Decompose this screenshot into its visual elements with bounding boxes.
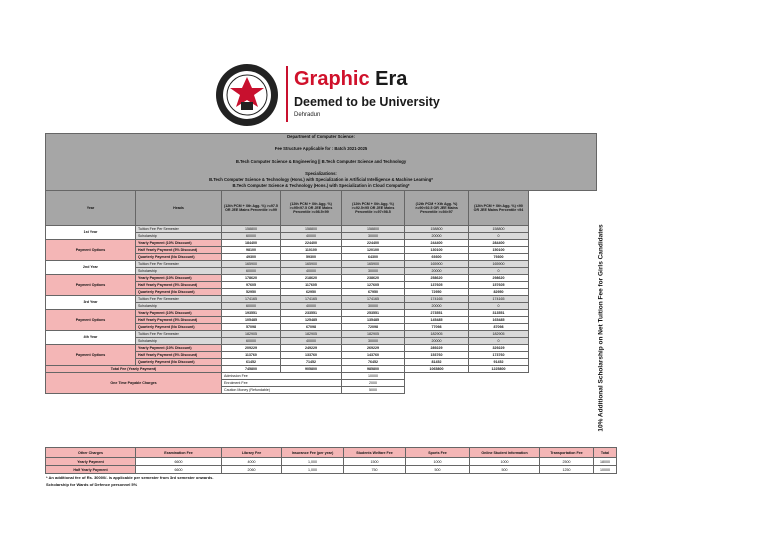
other-charges-cell: 1,000	[282, 466, 344, 474]
payment-cell: 72950	[405, 288, 469, 295]
logo-divider	[286, 66, 288, 122]
one-time-label: One Time Payable Charges	[46, 372, 222, 393]
payment-cell: 120100	[342, 246, 405, 253]
other-charges-cell: 750	[344, 466, 406, 474]
tuition-cell: 158800	[469, 225, 529, 232]
scholarship-cell: 60000	[222, 337, 281, 344]
other-charges-cell: 6600	[136, 466, 222, 474]
payment-cell: 77098	[405, 323, 469, 330]
payment-cell: 218620	[281, 274, 342, 281]
payment-cell: 153760	[405, 351, 469, 358]
fee-structure-table	[45, 133, 597, 394]
payment-cell: 143760	[342, 351, 405, 358]
row-head: Yearly Payment (10% Discount)	[136, 309, 222, 316]
payment-cell: 127605	[342, 281, 405, 288]
one-time-head: Admission Fee	[222, 372, 342, 379]
other-charges-header: Other Charges	[46, 448, 136, 458]
row-head: Scholarship	[136, 302, 222, 309]
col-heads: Heads	[136, 190, 222, 225]
row-head: Half Yearly Payment (5% Discount)	[136, 316, 222, 323]
row-head: Tuition Fee Per Semester	[136, 330, 222, 337]
tuition-cell: 182905	[281, 330, 342, 337]
payment-options-label: Payment Options	[46, 309, 136, 330]
payment-cell: 130100	[405, 246, 469, 253]
payment-options-label: Payment Options	[46, 344, 136, 365]
scholarship-cell: 30000	[342, 267, 405, 274]
tuition-cell: 165900	[405, 260, 469, 267]
year-label: 4th Year	[46, 330, 136, 344]
scholarship-cell: 30000	[342, 232, 405, 239]
total-cell: 1225800	[469, 365, 529, 372]
tuition-cell: 174165	[222, 295, 281, 302]
scholarship-cell: 0	[469, 302, 529, 309]
payment-cell: 137605	[405, 281, 469, 288]
scholarship-cell: 0	[469, 232, 529, 239]
other-charges-cell: 2500	[540, 458, 594, 466]
row-head: Quarterly Payment (No Discount)	[136, 323, 222, 330]
other-charges-header: Sports Fee	[406, 448, 470, 458]
scholarship-cell: 40000	[281, 337, 342, 344]
scholarship-cell: 20000	[405, 267, 469, 274]
payment-cell: 62950	[281, 288, 342, 295]
payment-cell: 289229	[405, 344, 469, 351]
one-time-value: 2000	[342, 379, 405, 386]
footnote: * An additional fee of Rs. 30000/- is applicable per semester from 3rd semester onwards.	[46, 475, 214, 480]
other-charges-cell: 1,000	[282, 458, 344, 466]
one-time-head: Enrolment Fee	[222, 379, 342, 386]
other-charges-header: Library Fee	[222, 448, 282, 458]
scholarship-cell: 40000	[281, 302, 342, 309]
one-time-value: 10000	[342, 372, 405, 379]
col-c3: (12th PCM + Xth Agg. %) >=92.5<95 OR JEE Mains Percentile >=97<98.5	[342, 190, 405, 225]
payment-cell: 224400	[281, 239, 342, 246]
total-label: Total Fee (Yearly Payment)	[46, 365, 222, 372]
payment-cell: 209229	[222, 344, 281, 351]
girls-scholarship-note: 10% Additional Scholarship on Net Tuition Fee for Girls Candidates	[596, 212, 606, 444]
tuition-cell: 182905	[342, 330, 405, 337]
scholarship-cell: 60000	[222, 302, 281, 309]
row-head: Yearly Payment (10% Discount)	[136, 274, 222, 281]
row-head: Tuition Fee Per Semester	[136, 225, 222, 232]
row-head: Tuition Fee Per Semester	[136, 260, 222, 267]
payment-cell: 298620	[469, 274, 529, 281]
tuition-cell: 182905	[469, 330, 529, 337]
scholarship-cell: 60000	[222, 267, 281, 274]
brand-name: Graphic Era	[294, 68, 408, 90]
payment-cell: 178620	[222, 274, 281, 281]
tuition-cell: 182905	[222, 330, 281, 337]
scholarship-cell: 20000	[405, 302, 469, 309]
col-c2: (12th PCM + Xth Agg. %) >=95<97.5 OR JEE Mains Percentile >=98.5<99	[281, 190, 342, 225]
one-time-head: Caution Money (Refundable)	[222, 386, 342, 393]
tuition-cell: 174165	[469, 295, 529, 302]
row-head: Yearly Payment (10% Discount)	[136, 239, 222, 246]
tuition-cell: 165900	[342, 260, 405, 267]
payment-cell: 238620	[342, 274, 405, 281]
payment-cell: 67950	[342, 288, 405, 295]
payment-cell: 113760	[222, 351, 281, 358]
scholarship-cell: 20000	[405, 337, 469, 344]
scholarship-cell: 60000	[222, 232, 281, 239]
payment-cell: 157605	[469, 281, 529, 288]
payment-cell: 184400	[222, 239, 281, 246]
row-head: Scholarship	[136, 232, 222, 239]
other-charges-header: Insurance Fee (per year)	[282, 448, 344, 458]
year-label: 2nd Year	[46, 260, 136, 274]
row-head: Half Yearly Payment (5% Discount)	[136, 351, 222, 358]
tuition-cell: 158800	[405, 225, 469, 232]
other-charges-label: Half Yearly Payment	[46, 466, 136, 474]
payment-cell: 87098	[469, 323, 529, 330]
scholarship-cell: 40000	[281, 267, 342, 274]
payment-cell: 269229	[342, 344, 405, 351]
total-cell: 905800	[281, 365, 342, 372]
row-head: Half Yearly Payment (5% Discount)	[136, 246, 222, 253]
payment-cell: 329229	[469, 344, 529, 351]
payment-cell: 82950	[469, 288, 529, 295]
payment-cell: 61452	[222, 358, 281, 365]
row-head: Yearly Payment (10% Discount)	[136, 344, 222, 351]
scholarship-cell: 30000	[342, 302, 405, 309]
payment-cell: 76452	[342, 358, 405, 365]
col-c5: (12th PCM + Xth Agg. %) <90 OR JEE Mains Percentile <94	[469, 190, 529, 225]
scholarship-cell: 30000	[342, 337, 405, 344]
payment-cell: 81452	[405, 358, 469, 365]
payment-cell: 57098	[222, 323, 281, 330]
other-charges-header: Transportation Fee	[540, 448, 594, 458]
fee-header-block: Department of Computer Science: Fee Structure Applicable for : Batch 2021-2025 B.Tech Computer Science & Engineering || B.Tech Computer Science and Technology Specializations: B.Tech Computer Science & Technology (Hons.) with Specialization in Artificial Intelligence & Machine Learning* B.Tech Computer Science & Technology (Hons.) with Specialization in Cloud Computing*	[46, 134, 597, 191]
payment-cell: 69300	[405, 253, 469, 260]
payment-cell: 313551	[469, 309, 529, 316]
university-logo	[214, 62, 464, 132]
payment-cell: 133760	[281, 351, 342, 358]
payment-cell: 67098	[281, 323, 342, 330]
col-c4: (12th PCM + Xth Agg. %) >=90<92.5 OR JEE Mains Percentile >=94<97	[405, 190, 469, 225]
tuition-cell: 182905	[405, 330, 469, 337]
payment-cell: 173760	[469, 351, 529, 358]
payment-options-label: Payment Options	[46, 239, 136, 260]
other-charges-header: Examination Fee	[136, 448, 222, 458]
other-charges-cell: 4000	[222, 458, 282, 466]
row-head: Quarterly Payment (No Discount)	[136, 253, 222, 260]
payment-cell: 79300	[469, 253, 529, 260]
col-c1: (12th PCM + Xth Agg. %) >=97.5 OR JEE Mains Percentile >=99	[222, 190, 281, 225]
year-label: 1st Year	[46, 225, 136, 239]
payment-cell: 273551	[405, 309, 469, 316]
payment-cell: 193551	[222, 309, 281, 316]
scholarship-cell: 0	[469, 267, 529, 274]
total-cell: 1065800	[405, 365, 469, 372]
col-year: Year	[46, 190, 136, 225]
payment-options-label: Payment Options	[46, 274, 136, 295]
payment-cell: 135485	[342, 316, 405, 323]
payment-cell: 97605	[222, 281, 281, 288]
other-charges-cell: 1000	[406, 458, 470, 466]
row-head: Tuition Fee Per Semester	[136, 295, 222, 302]
payment-cell: 59300	[281, 253, 342, 260]
row-head: Scholarship	[136, 337, 222, 344]
tuition-cell: 158800	[342, 225, 405, 232]
payment-cell: 244400	[405, 239, 469, 246]
other-charges-cell: 2060	[222, 466, 282, 474]
other-charges-cell: 500	[406, 466, 470, 474]
payment-cell: 117605	[281, 281, 342, 288]
footnote: Scholarship for Wards of Defence personnel 5%	[46, 482, 138, 487]
payment-cell: 145485	[405, 316, 469, 323]
payment-cell: 52950	[222, 288, 281, 295]
payment-cell: 71452	[281, 358, 342, 365]
other-charges-cell: 1500	[344, 458, 406, 466]
row-head: Scholarship	[136, 267, 222, 274]
tuition-cell: 165900	[469, 260, 529, 267]
other-charges-table	[45, 447, 617, 474]
tuition-cell: 165900	[222, 260, 281, 267]
payment-cell: 233551	[281, 309, 342, 316]
other-charges-cell: 6600	[136, 458, 222, 466]
other-charges-label: Yearly Payment	[46, 458, 136, 466]
payment-cell: 110100	[281, 246, 342, 253]
tuition-cell: 158800	[222, 225, 281, 232]
other-charges-cell: 10000	[594, 466, 617, 474]
payment-cell: 253551	[342, 309, 405, 316]
year-rows	[46, 225, 597, 365]
tuition-cell: 158800	[281, 225, 342, 232]
scholarship-cell: 40000	[281, 232, 342, 239]
other-charges-cell: 1250	[540, 466, 594, 474]
row-head: Quarterly Payment (No Discount)	[136, 288, 222, 295]
other-charges-header: Online Student Information	[470, 448, 540, 458]
tuition-cell: 174165	[281, 295, 342, 302]
year-label: 3rd Year	[46, 295, 136, 309]
tuition-cell: 174165	[405, 295, 469, 302]
row-head: Half Yearly Payment (5% Discount)	[136, 281, 222, 288]
payment-cell: 249229	[281, 344, 342, 351]
row-head: Quarterly Payment (No Discount)	[136, 358, 222, 365]
other-charges-cell: 1000	[470, 458, 540, 466]
total-cell: 745800	[222, 365, 281, 372]
payment-cell: 49300	[222, 253, 281, 260]
brand-location: Dehradun	[294, 112, 321, 118]
scholarship-cell: 0	[469, 337, 529, 344]
payment-cell: 64300	[342, 253, 405, 260]
other-charges-cell: 500	[470, 466, 540, 474]
payment-cell: 105485	[222, 316, 281, 323]
footnotes	[46, 474, 213, 488]
other-charges-header: Students Welfare Fee	[344, 448, 406, 458]
payment-cell: 72098	[342, 323, 405, 330]
one-time-value: 5000	[342, 386, 405, 393]
university-seal-icon	[214, 62, 280, 128]
payment-cell: 284400	[469, 239, 529, 246]
payment-cell: 165485	[469, 316, 529, 323]
total-cell: 985800	[342, 365, 405, 372]
payment-cell: 98100	[222, 246, 281, 253]
payment-cell: 125485	[281, 316, 342, 323]
other-charges-header: Total	[594, 448, 617, 458]
tuition-cell: 174165	[342, 295, 405, 302]
payment-cell: 91452	[469, 358, 529, 365]
payment-cell: 224400	[342, 239, 405, 246]
brand-subtitle: Deemed to be University	[294, 95, 440, 109]
other-charges-cell: 18000	[594, 458, 617, 466]
scholarship-cell: 20000	[405, 232, 469, 239]
tuition-cell: 165900	[281, 260, 342, 267]
payment-cell: 150100	[469, 246, 529, 253]
payment-cell: 258620	[405, 274, 469, 281]
